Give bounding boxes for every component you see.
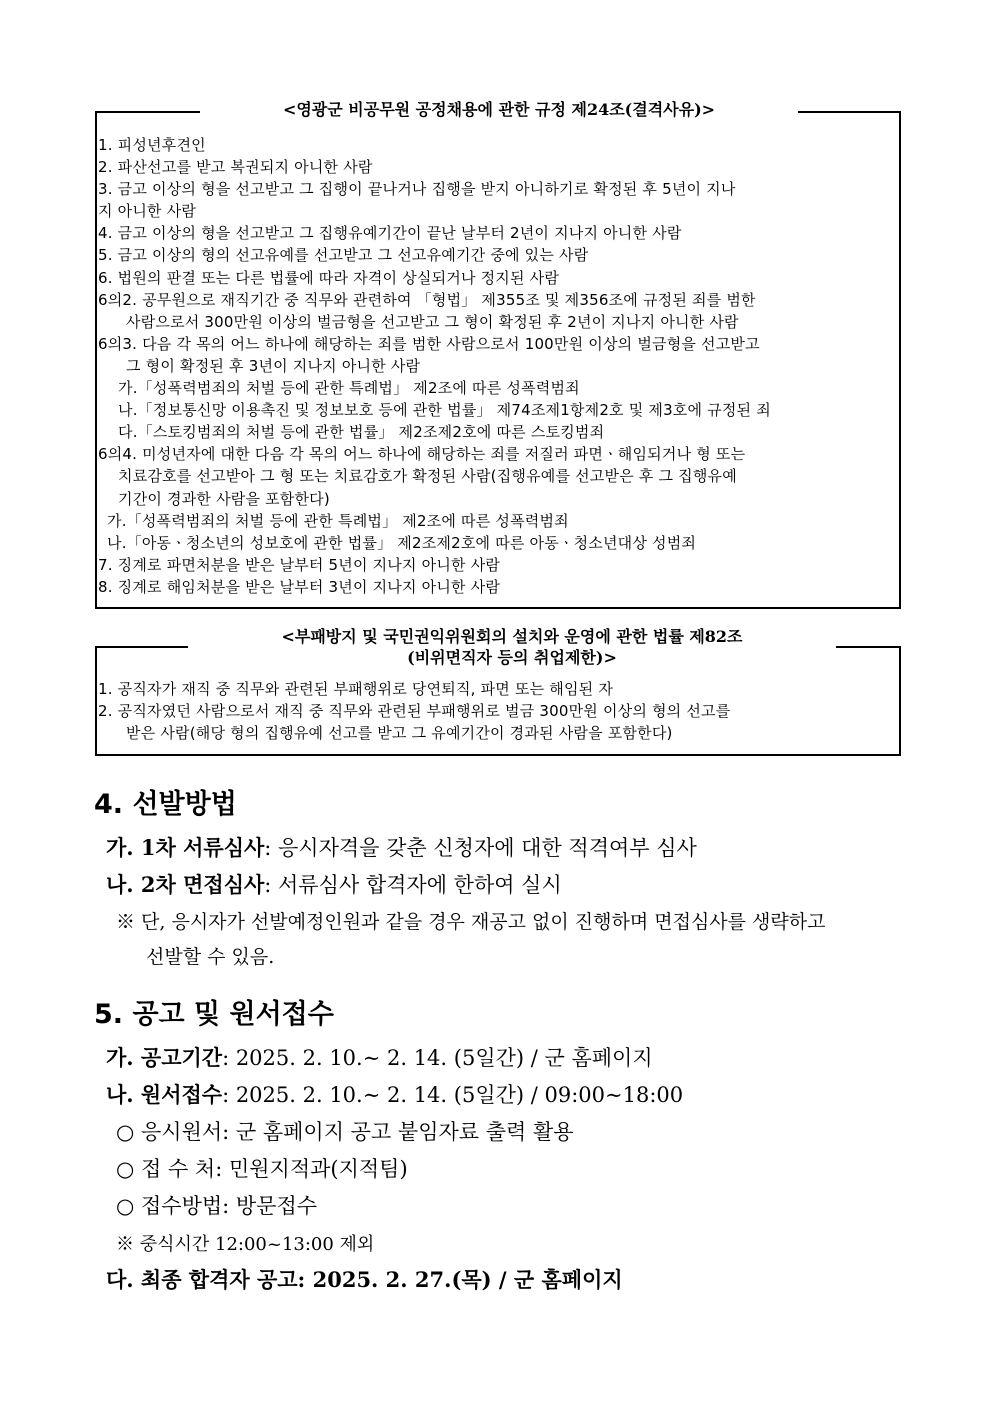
note-text: ※ 중식시간 12:00~13:00 제외: [116, 1234, 375, 1255]
title-line: (비위면직자 등의 취업제한)>: [407, 648, 617, 667]
list-item: 기간이 경과한 사람을 포함한다): [118, 489, 330, 508]
list-item: 4. 금고 이상의 형을 선고받고 그 집행유예기간이 끝난 날부터 2년이 지나지 아니한 사람: [98, 224, 682, 243]
list-item: 6의4. 미성년자에 대한 다음 각 목의 어느 하나에 해당하는 죄를 저질러 파면ㆍ해임되거나 형 또는: [98, 445, 746, 464]
step-text: : 응시자격을 갖춘 신청자에 대한 적격여부 심사: [264, 836, 697, 860]
sub-item: ○ 접 수 처: 민원지적과(지적팀): [116, 1157, 408, 1181]
list-item: 2. 공직자였던 사람으로서 재직 중 직무와 관련된 부패행위로 벌금 300만원 이상의 형의 선고를: [98, 702, 731, 721]
receipt-label: 나. 원서접수: [106, 1082, 223, 1107]
list-item: 6의3. 다음 각 목의 어느 하나에 해당하는 죄를 범한 사람으로서 100만원 이상의 벌금형을 선고받고: [98, 334, 760, 353]
final-label: 다. 최종 합격자 공고: [106, 1267, 298, 1292]
list-item: 치료감호를 선고받아 그 형 또는 치료감호가 확정된 사람(집행유예를 선고받은 후 그 집행유예: [118, 467, 737, 486]
period-text: : 2025. 2. 10.∼ 2. 14. (5일간) / 군 홈페이지: [222, 1046, 653, 1070]
list-item: 5. 금고 이상의 형의 선고유예를 선고받고 그 선고유예기간 중에 있는 사람: [98, 246, 589, 265]
list-item: 2. 파산선고를 받고 복권되지 아니한 사람: [98, 158, 373, 177]
step-label: 나. 2차 면접심사: [106, 872, 265, 897]
list-item: 다.「스토킹범죄의 처벌 등에 관한 법률」 제2조제2호에 따른 스토킹범죄: [118, 423, 605, 442]
list-item: 지 아니한 사람: [98, 202, 197, 221]
list-item: 6. 법원의 판결 또는 다른 법률에 따라 자격이 상실되거나 정지된 사람: [98, 268, 560, 287]
sub-item: ○ 응시원서: 군 홈페이지 공고 붙임자료 출력 활용: [116, 1120, 574, 1144]
list-item: 가.「성폭력범죄의 처벌 등에 관한 특례법」 제2조에 따른 성폭력범죄: [107, 511, 569, 530]
final-announcement: [106, 1266, 623, 1294]
list-item: 가.「성폭력범죄의 처벌 등에 관한 특례법」 제2조에 따른 성폭력범죄: [118, 379, 580, 398]
final-text: : 2025. 2. 27.(목) / 군 홈페이지: [297, 1267, 623, 1292]
list-item: 나.「아동ㆍ청소년의 성보호에 관한 법률」 제2조제2호에 따른 아동ㆍ청소년대상 성범죄: [107, 533, 697, 552]
disqualification-list: [98, 134, 901, 598]
section-heading: 4. 선발방법: [94, 789, 237, 820]
list-item: 1. 공직자가 재직 중 직무와 관련된 부패행위로 당연퇴직, 파면 또는 해임된 자: [98, 680, 614, 698]
sub-item: ○ 접수방법: 방문접수: [116, 1194, 318, 1218]
list-item: 8. 징계로 해임처분을 받은 날부터 3년이 지나지 아니한 사람: [98, 577, 501, 596]
note-text: ※ 단, 응시자가 선발예정인원과 같을 경우 재공고 없이 진행하며 면접심사를 생략하고: [116, 911, 826, 933]
note-text: 선발할 수 있음.: [146, 946, 275, 968]
notice-period: [106, 1044, 653, 1072]
list-item: 7. 징계로 파면처분을 받은 날부터 5년이 지나지 아니한 사람: [98, 555, 501, 574]
disqualification-box-title: <영광군 비공무원 공정채용에 관한 규정 제24조(결격사유)>: [200, 100, 798, 120]
step-text: : 서류심사 합격자에 한하여 실시: [264, 873, 562, 897]
employment-restriction-list: [98, 678, 901, 744]
list-item: 3. 금고 이상의 형을 선고받고 그 집행이 끝나거나 집행을 받지 아니하기로 확정된 후 5년이 지나: [98, 180, 736, 199]
application-receipt: [106, 1081, 683, 1109]
list-item: 6의2. 공무원으로 재직기간 중 직무와 관련하여 「형법」 제355조 및 제356조에 규정된 죄를 범한: [98, 290, 756, 309]
list-item: 1. 피성년후견인: [98, 136, 206, 154]
period-label: 가. 공고기간: [106, 1045, 223, 1070]
list-item: 나.「정보통신망 이용촉진 및 정보보호 등에 관한 법률」 제74조제1항제2호 및 제3호에 규정된 죄: [118, 401, 771, 420]
selection-step: [106, 871, 562, 899]
employment-restriction-box-title: [188, 626, 836, 668]
list-item: 사람으로서 300만원 이상의 벌금형을 선고받고 그 형이 확정된 후 2년이 지나지 아니한 사람: [126, 312, 739, 331]
section-heading: 5. 공고 및 원서접수: [94, 999, 334, 1030]
selection-step: [106, 834, 697, 862]
receipt-text: : 2025. 2. 10.∼ 2. 14. (5일간) / 09:00∼18:00: [222, 1083, 684, 1107]
step-label: 가. 1차 서류심사: [106, 835, 265, 860]
list-item: 받은 사람(해당 형의 집행유예 선고를 받고 그 유예기간이 경과된 사람을 포함한다): [126, 724, 673, 743]
list-item: 그 형이 확정된 후 3년이 지나지 아니한 사람: [126, 356, 421, 375]
title-line: <부패방지 및 국민권익위원회의 설치와 운영에 관한 법률 제82조: [281, 627, 743, 646]
